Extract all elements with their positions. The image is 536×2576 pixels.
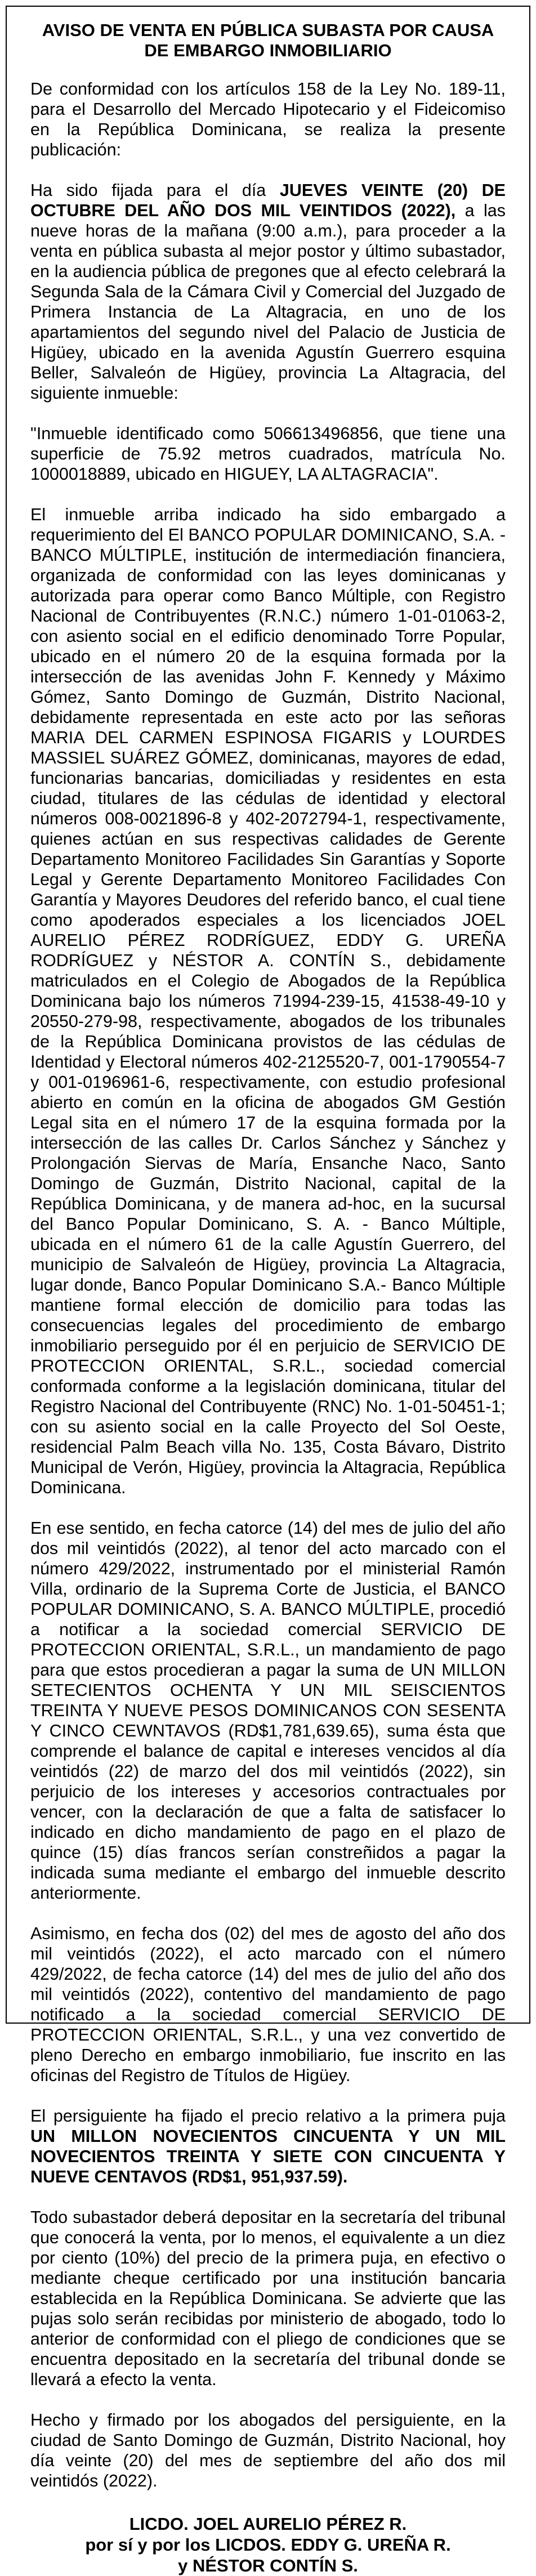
auction-date-intro: Ha sido fijada para el día	[30, 181, 280, 200]
legal-basis-paragraph: De conformidad con los artículos 158 de la Ley No. 189-11, para el Desarrollo del Mercado Hipotecario y el Fideicomiso en la República Dominicana, se realiza la presente publicación:	[30, 79, 506, 159]
signature-block	[30, 2514, 506, 2576]
registration-paragraph: Asimismo, en fecha dos (02) del mes de agosto del año dos mil veintidós (2022), el acto marcado con el número 429/2022, de fecha catorce (14) del mes de julio del año dos mil veintidós (2022), contentivo del mandamiento de pago notificado a la sociedad comercial SERVICIO DE PROTECCION ORIENTAL, S.R.L., y una vez convertido de pleno Derecho en embargo inmobiliario, fue inscrito en las oficinas del Registro de Títulos de Higüey.	[30, 1924, 506, 2085]
notice-title	[30, 20, 506, 61]
signing-paragraph: Hecho y firmado por los abogados del persiguiente, en la ciudad de Santo Domingo de Guzmán, Distrito Nacional, hoy día veinte (20) del mes de septiembre del año dos mil veintidós (2022).	[30, 2410, 506, 2490]
payment-order-paragraph: En ese sentido, en fecha catorce (14) del mes de julio del año dos mil veintidós (2022), al tenor del acto marcado con el número 429/2022, instrumentado por el ministerial Ramón Villa, ordinario de la Suprema Corte de Justicia, el BANCO POPULAR DOMINICANO, S. A. BANCO MÚLTIPLE, procedió a notificar a la sociedad comercial SERVICIO DE PROTECCION ORIENTAL, S.R.L., un mandamiento de pago para que estos procedieran a pagar la suma de UN MILLON SETECIENTOS OCHENTA Y UN MIL SEISCIENTOS TREINTA Y NUEVE PESOS DOMINICANOS CON SESENTA Y CINCO CEWNTAVOS (RD$1,781,639.65), suma ésta que comprende el balance de capital e intereses vencidos al día veintidós (22) de marzo del dos mil veintidós (2022), sin perjuicio de los intereses y accesorios contractuales por vencer, con la declaración de que a falta de satisfacer lo indicado en dicho mandamiento de pago en el plazo de quince (15) días francos serían constreñidos a pagar la indicada suma mediante el embargo del inmueble descrito anteriormente.	[30, 1519, 506, 1903]
first-bid-price-paragraph	[30, 2106, 506, 2187]
auction-date-paragraph	[30, 180, 506, 403]
notice-title-line-2: DE EMBARGO INMOBILIARIO	[144, 41, 392, 60]
first-bid-intro: El persiguiente ha fijado el precio relativo a la primera puja	[30, 2106, 506, 2126]
auction-date-details: a las nueve horas de la mañana (9:00 a.m.), para proceder a la venta en pública subasta al mejor postor y último subastador, en la audiencia pública de pregones que al efecto celebrará la Segunda Sala de la Cámara Civil y Comercial del Juzgado de Primera Instancia de La Altagracia, en uno de los apartamientos del segundo nivel del Palacio de Justicia de Higüey, ubicado en la avenida Agustín Guerrero esquina Beller, Salvaleón de Higüey, provincia La Altagracia, del siguiente inmueble:	[30, 201, 506, 403]
auction-notice	[6, 6, 530, 2575]
seizure-parties-paragraph: El inmueble arriba indicado ha sido embargado a requerimiento del El BANCO POPULAR DOMINICANO, S.A. - BANCO MÚLTIPLE, institución de intermediación financiera, organizada de conformidad con las leyes dominicanas y autorizada para operar como Banco Múltiple, con Registro Nacional de Contribuyentes (R.N.C.) número 1-01-01063-2, con asiento social en el edificio denominado Torre Popular, ubicado en el número 20 de la esquina formada por la intersección de las avenidas John F. Kennedy y Máximo Gómez, Santo Domingo de Guzmán, Distrito Nacional, debidamente representada en este acto por las señoras MARIA DEL CARMEN ESPINOSA FIGARIS y LOURDES MASSIEL SUÁREZ GÓMEZ, dominicanas, mayores de edad, funcionarias bancarias, domiciliadas y residentes en esta ciudad, titulares de las cédulas de identidad y electoral números 008-0021896-8 y 402-2072794-1, respectivamente, quienes actúan en sus respectivas calidades de Gerente Departamento Monitoreo Facilidades Sin Garantías y Soporte Legal y Gerente Departamento Monitoreo Facilidades Con Garantía y Mayores Deudores del referido banco, el cual tiene como apoderados especiales a los licenciados JOEL AURELIO PÉREZ RODRÍGUEZ, EDDY G. UREÑA RODRÍGUEZ y NÉSTOR A. CONTÍN S., debidamente matriculados en el Colegio de Abogados de la República Dominicana bajo los números 71994-239-15, 41538-49-10 y 20550-279-98, respectivamente, abogados de los tribunales de la República Dominicana provistos de las cédulas de Identidad y Electoral números 402-2125520-7, 001-1790554-7 y 001-0196961-6, respectivamente, con estudio profesional abierto en común en la oficina de abogados GM Gestión Legal sita en el número 17 de la esquina formada por la intersección de las calles Dr. Carlos Sánchez y Sánchez y Prolongación Siervas de María, Ensanche Naco, Santo Domingo de Guzmán, Distrito Nacional, capital de la República Dominicana, y de manera ad-hoc, en la sucursal del Banco Popular Dominicano, S. A. - Banco Múltiple, ubicada en el número 61 de la calle Agustín Guerrero, del municipio de Salvaleón de Higüey, provincia La Altagracia, lugar donde, Banco Popular Dominicano S.A.- Banco Múltiple mantiene formal elección de domicilio para todas las consecuencias legales del procedimiento de embargo inmobiliario perseguido por él en perjuicio de SERVICIO DE PROTECCION ORIENTAL, S.R.L., sociedad comercial conformada conforme a la legislación dominicana, titular del Registro Nacional del Contribuyente (RNC) No. 1-01-50451-1; con su asiento social en la calle Proyecto del Sol Oeste, residencial Palm Beach villa No. 135, Costa Bávaro, Distrito Municipal de Verón, Higüey, provincia la Altagracia, República Dominicana.	[30, 505, 506, 1497]
signature-line-3: y NÉSTOR CONTÍN S.	[178, 2556, 358, 2575]
first-bid-amount: UN MILLON NOVECIENTOS CINCUENTA Y UN MIL NOVECIENTOS TREINTA Y SIETE CON CINCUENTA Y NUEVE CENTAVOS (RD$1, 951,937.59).	[30, 2127, 506, 2186]
notice-title-line-1: AVISO DE VENTA EN PÚBLICA SUBASTA POR CAUSA	[42, 20, 494, 40]
auction-date-bold: JUEVES VEINTE (20) DE OCTUBRE DEL AÑO DOS MIL VEINTIDOS (2022),	[30, 181, 506, 220]
property-description-paragraph: "Inmueble identificado como 506613496856, que tiene una superficie de 75.92 metros cuadrados, matrícula No. 1000018889, ubicado en HIGUEY, LA ALTAGRACIA".	[30, 424, 506, 484]
signature-line-1: LICDO. JOEL AURELIO PÉREZ R.	[129, 2514, 407, 2534]
signature-line-2: por sí y por los LICDOS. EDDY G. UREÑA R.	[85, 2535, 451, 2555]
bidder-deposit-paragraph: Todo subastador deberá depositar en la secretaría del tribunal que conocerá la venta, por lo menos, el equivalente a un diez por ciento (10%) del precio de la primera puja, en efectivo o mediante cheque certificado por una institución bancaria establecida en la República Dominicana. Se advierte que las pujas solo serán recibidas por ministerio de abogado, todo lo anterior de conformidad con el pliego de condiciones que se encuentra depositado en la secretaría del tribunal donde se llevará a efecto la venta.	[30, 2208, 506, 2389]
